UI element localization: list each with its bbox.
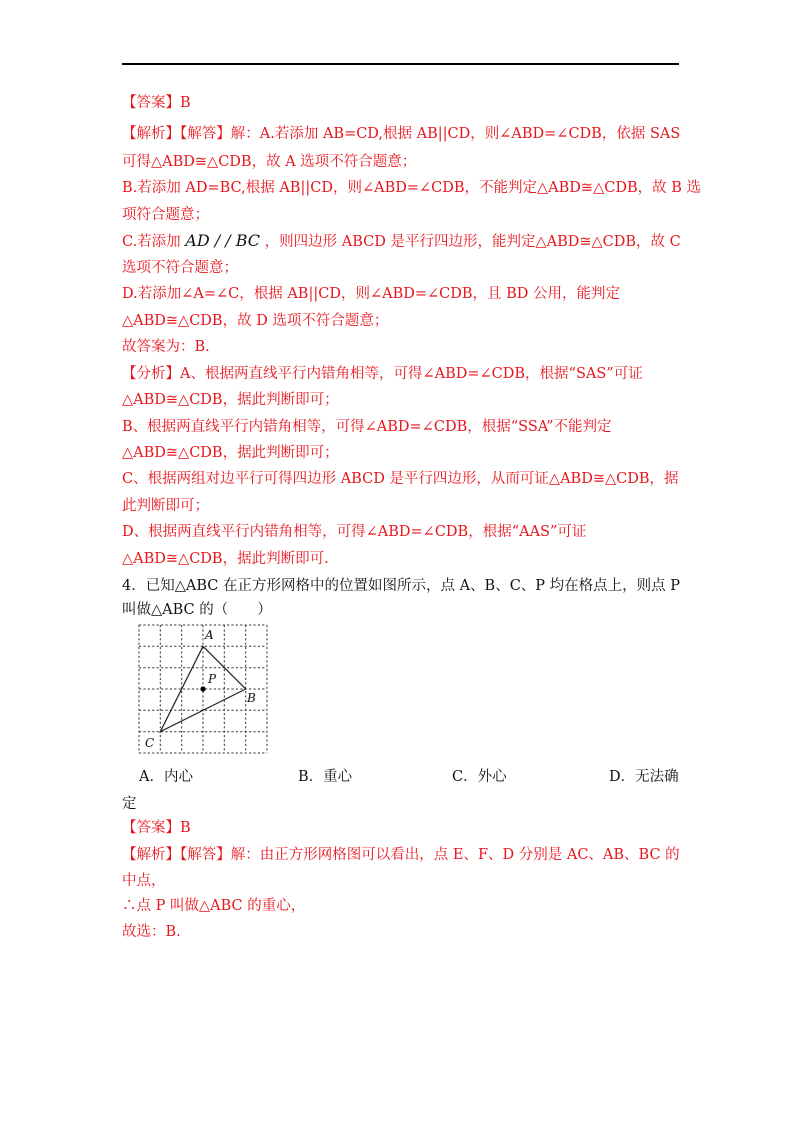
q4-stem-line: 叫做△ABC 的（ ） <box>122 602 272 618</box>
label-p: P <box>208 672 217 686</box>
q3-analysis-line: 此判断即可； <box>122 498 209 514</box>
q3-analysis-line: C、根据两组对边平行可得四边形 ABCD 是平行四边形，从而可证△ABD≅△CDB，据 <box>122 471 679 487</box>
q3-analysis-line: △ABD≅△CDB，故 D 选项不符合题意； <box>122 313 389 329</box>
q3-analysis-line: D、根据两直线平行内错角相等，可得∠ABD=∠CDB，根据“AAS”可证 <box>122 524 587 540</box>
q4-stem-line: 4．已知△ABC 在正方形网格中的位置如图所示，点 A、B、C、P 均在格点上，则点 P <box>122 578 681 594</box>
option-d-wrap: 定 <box>122 796 137 812</box>
header-rule <box>122 63 679 65</box>
q4-analysis-line: 故选：B. <box>122 924 181 940</box>
label-b: B <box>247 691 256 705</box>
q3-answer: 【答案】B <box>122 95 191 111</box>
q3-analysis-line: 选项不符合题意； <box>122 260 238 276</box>
label-a: A <box>205 628 214 642</box>
c-line-prefix: C.若添加 <box>122 234 186 250</box>
q4-analysis-line: 中点， <box>122 873 166 889</box>
option-b: B．重心 <box>298 769 353 785</box>
option-a: A．内心 <box>139 769 193 785</box>
q3-analysis-line-c <box>122 231 681 252</box>
q4-answer: 【答案】B <box>122 820 191 836</box>
q3-analysis-line: 【分析】A、根据两直线平行内错角相等，可得∠ABD=∠CDB，根据“SAS”可证 <box>122 366 643 382</box>
q4-analysis-line: 【解析】【解答】解：由正方形网格图可以看出，点 E、F、D 分别是 AC、AB、BC 的 <box>122 847 680 863</box>
q3-analysis-line: D.若添加∠A=∠C，根据 AB||CD，则∠ABD=∠CDB，且 BD 公用，能判定 <box>122 286 621 302</box>
c-line-math: AD / / BC <box>185 231 261 250</box>
point-p <box>200 686 205 691</box>
q3-analysis-line: 可得△ABD≅△CDB，故 A 选项不符合题意； <box>122 154 417 170</box>
q3-analysis-line: △ABD≅△CDB，据此判断即可； <box>122 445 339 461</box>
triangle-grid-figure <box>136 622 270 756</box>
q3-analysis-line: 【解析】【解答】解：A.若添加 AB=CD,根据 AB||CD，则∠ABD=∠CDB，依据 SAS <box>122 126 681 142</box>
q3-analysis-line: B、根据两直线平行内错角相等，可得∠ABD=∠CDB，根据“SSA”不能判定 <box>122 419 612 435</box>
q3-analysis-line: △ABD≅△CDB，据此判断即可； <box>122 392 339 408</box>
q3-analysis-line: B.若添加 AD=BC,根据 AB||CD，则∠ABD=∠CDB，不能判定△ABD≅△CDB，故 B 选 <box>122 180 701 196</box>
q3-analysis-line: 故答案为：B. <box>122 339 210 355</box>
q4-analysis-line: ∴点 P 叫做△ABC 的重心， <box>122 898 306 914</box>
option-c: C．外心 <box>452 769 507 785</box>
q3-analysis-line: △ABD≅△CDB，据此判断即可. <box>122 551 329 567</box>
label-c: C <box>145 736 155 750</box>
q3-analysis-line: 项符合题意； <box>122 207 209 223</box>
option-d: D．无法确 <box>609 769 679 785</box>
c-line-suffix: ，则四边形 ABCD 是平行四边形，能判定△ABD≅△CDB，故 C <box>260 234 681 250</box>
